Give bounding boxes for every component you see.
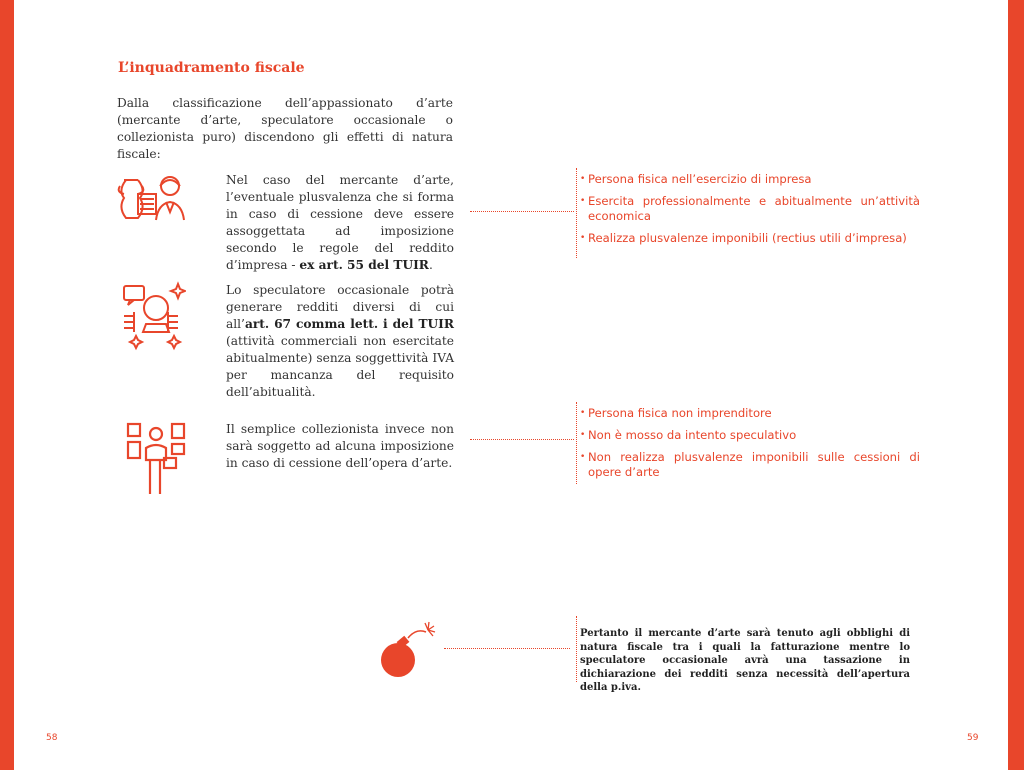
collector-text: Il semplice collezionista invece non sarà soggetto ad alcuna imposizione in caso di cessione dell’opera d’arte. bbox=[226, 422, 454, 470]
speculator-text-end: (attività commerciali non esercitate abitualmente) senza soggettività IVA per mancanza del requisito dell’abitualità. bbox=[226, 334, 454, 399]
collector-bullet-list bbox=[580, 406, 920, 487]
page bbox=[14, 0, 1008, 770]
conclusion-rule bbox=[576, 616, 577, 682]
merchant-text-bold: ex art. 55 del TUIR bbox=[299, 258, 429, 272]
merchant-text-end: . bbox=[428, 258, 433, 272]
bomb-icon bbox=[378, 614, 446, 680]
page-number-right: 59 bbox=[967, 733, 979, 743]
section-heading: L’inquadramento fiscale bbox=[118, 60, 305, 76]
collector-connector bbox=[470, 439, 574, 440]
speculator-text bbox=[226, 282, 454, 401]
conclusion-text: Pertanto il mercante d’arte sarà tenuto agli obblighi di natura fiscale tra i quali la fatturazione mentre lo speculatore occasionale avrà una tassazione in dichiarazione dei redditi senza necessità dell’apertura della p.iva. bbox=[580, 628, 910, 693]
speculator-text-part: Lo speculatore occasionale potrà generare redditi diversi di cui all’ bbox=[226, 283, 454, 331]
collector-bullets-rule bbox=[576, 402, 577, 484]
merchant-bullets-rule bbox=[576, 168, 577, 258]
merchant-text bbox=[226, 172, 454, 274]
page-number-left: 58 bbox=[46, 733, 58, 743]
list-item: • Persona fisica nell’esercizio di impresa bbox=[580, 172, 920, 187]
speculator-crystal-ball-icon bbox=[120, 280, 186, 352]
merchant-text-part: Nel caso del mercante d’arte, l’eventuale plusvalenza che si forma in caso di cessione deve essere assoggettata ad imposizione secondo le regole del reddito d’impresa - bbox=[226, 173, 454, 272]
merchant-connector bbox=[470, 211, 574, 212]
list-item: • Realizza plusvalenze imponibili (rectius utili d’impresa) bbox=[580, 231, 920, 246]
list-item: • Non realizza plusvalenze imponibili sulle cessioni di opere d’arte bbox=[580, 450, 920, 480]
merchant-vases-icon bbox=[116, 172, 192, 222]
collector-gallery-icon bbox=[126, 420, 188, 496]
intro-paragraph: Dalla classificazione dell’appassionato d’arte (mercante d’arte, speculatore occasionale o collezionista puro) discendono gli effetti di natura fiscale: bbox=[117, 96, 453, 161]
list-item: • Non è mosso da intento speculativo bbox=[580, 428, 920, 443]
list-item: • Persona fisica non imprenditore bbox=[580, 406, 920, 421]
list-item: • Esercita professionalmente e abitualmente un’attività economica bbox=[580, 194, 920, 224]
speculator-text-bold: art. 67 comma lett. i del TUIR bbox=[244, 317, 454, 331]
merchant-bullet-list bbox=[580, 172, 920, 253]
conclusion-connector bbox=[444, 648, 570, 649]
